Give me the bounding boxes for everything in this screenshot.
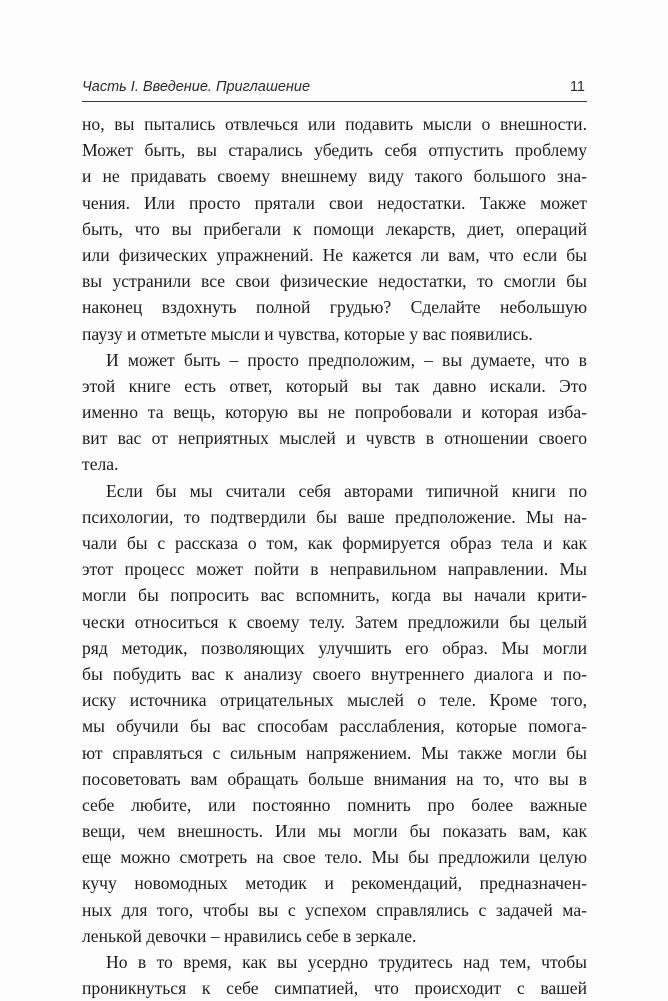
page-number: 11 [569,79,585,95]
text-line: Если бы мы считали себя авторами типичной книги по [106,480,587,501]
text-line: ных для того, чтобы вы с успехом справлялись с задачей ма- [82,899,587,920]
header-rule [82,101,587,102]
text-line: вит вас от неприятных мыслей и чувств в отношении своего [82,428,587,449]
text-line: ряд методик, позволяющих улучшить его образ. Мы могли [82,637,587,658]
text-line: бы побудить вас к анализу своего внутреннего диалога и по- [82,663,587,684]
text-line: быть, что вы прибегали к помощи лекарств, диет, операций [82,218,587,239]
body-text [82,111,587,1001]
text-line: этот процесс может пойти в неправильном направлении. Мы [82,559,587,580]
text-line: именно та вещь, которую вы не попробовали и которая изба- [82,402,587,423]
text-line: ют справляться с сильным напряжением. Мы также могли бы [82,742,587,763]
text-line: Может быть, вы старались убедить себя отпустить проблему [82,140,587,161]
text-line: и не придавать своему внешнему виду такого большого зна- [82,166,587,187]
text-line: этой книге есть ответ, который вы так давно искали. Это [82,375,587,396]
text-line: проникнуться к себе симпатией, что происходит с вашей [82,978,587,999]
running-title: Часть I. Введение. Приглашение [82,79,311,95]
text-line: ленькой девочки – нравились себе в зеркале. [82,925,417,946]
text-line: вещи, чем внешность. Или мы могли бы показать вам, как [82,821,587,842]
text-line: но, вы пытались отвлечься или подавить мысли о внешности. [82,114,587,134]
text-line: себе любите, или постоянно помнить про более важные [82,794,587,815]
text-line: чески относиться к своему телу. Затем предложили бы целый [82,611,587,632]
text-line: паузу и отметьте мысли и чувства, которые у вас появились. [82,323,533,344]
text-line: тела. [82,454,119,475]
text-line: иску источника отрицательных мыслей о теле. Кроме того, [82,690,587,711]
text-line: чения. Или просто прятали свои недостатки. Также может [82,192,587,213]
text-line: мы обучили бы вас способам расслабления, которые помога- [82,716,587,737]
text-line: посоветовать вам обращать больше внимания на то, что вы в [82,768,587,789]
text-line: наконец вздохнуть полной грудью? Сделайте небольшую [82,297,587,318]
text-line: Но в то время, как вы усердно трудитесь над тем, чтобы [106,952,587,972]
text-line: психологии, то подтвердили бы ваше предположение. Мы на- [82,506,587,527]
text-line: чали бы с рассказа о том, как формируется образ тела и как [82,533,587,553]
text-line: кучу новомодных методик и рекомендаций, предназначен- [82,873,587,894]
text-line: или физических упражнений. Не кажется ли вам, что если бы [82,244,587,265]
text-line: вы устранили все свои физические недостатки, то смогли бы [82,271,587,292]
text-line: И может быть – просто предположим, – вы думаете, что в [106,349,587,370]
text-line: еще можно смотреть на свое тело. Мы бы предложили целую [82,847,587,868]
text-line: могли бы попросить вас вспомнить, когда вы начали крити- [82,585,587,606]
running-header [82,76,587,98]
